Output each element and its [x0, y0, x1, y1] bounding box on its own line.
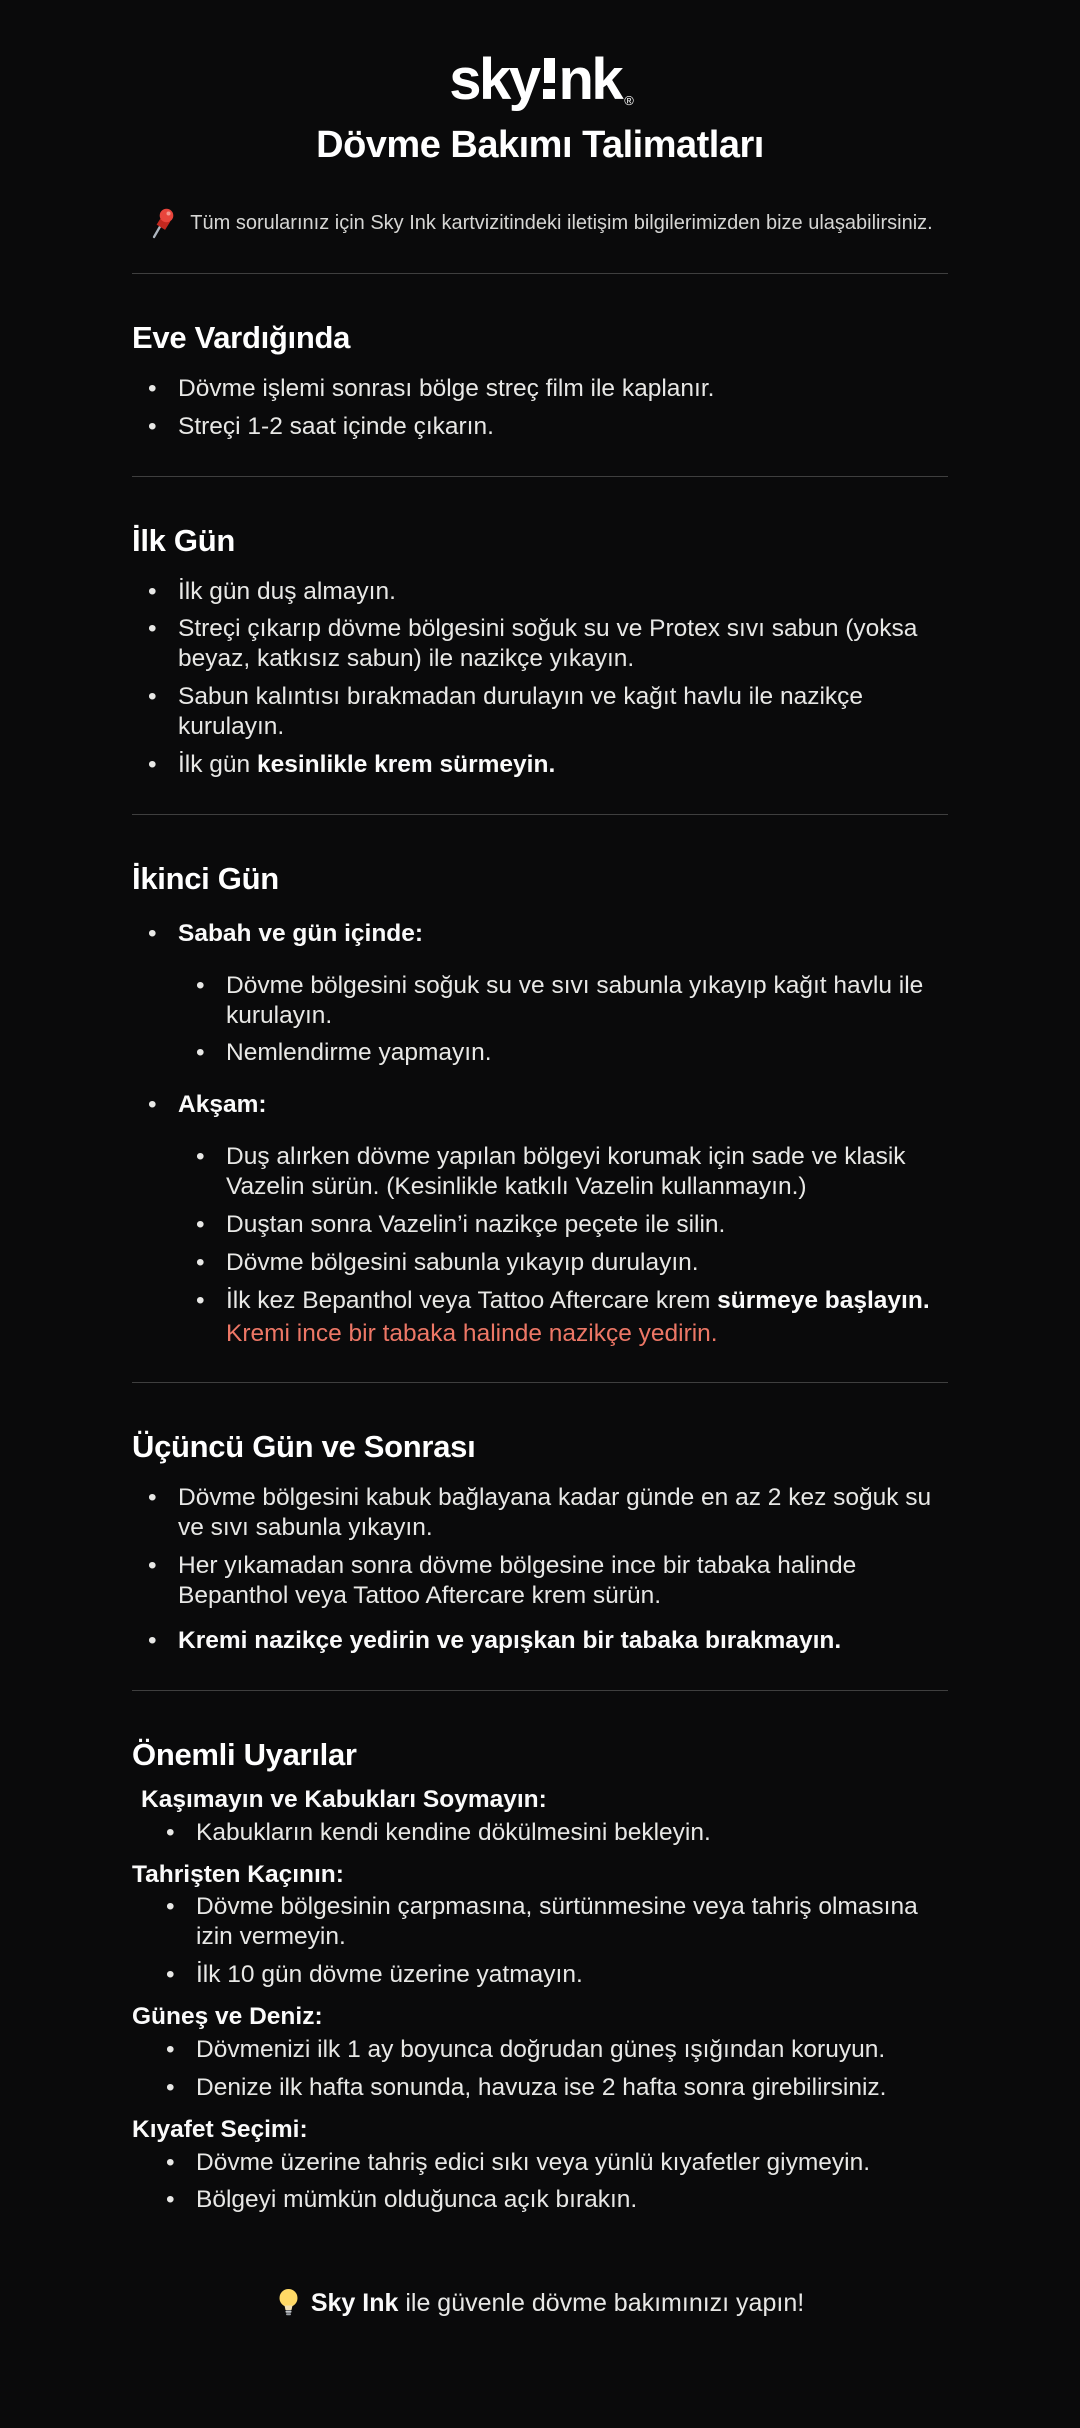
list-item: • Dövmenizi ilk 1 ay boyunca doğrudan güneş ışığından koruyun. [166, 2035, 886, 2063]
sub-bullet-list [132, 1142, 948, 1348]
list-item: • Streçi 1-2 saat içinde çıkarın. [148, 412, 494, 440]
section-heading: Üçüncü Gün ve Sonrası [132, 1429, 476, 1465]
list-item: • Dövme bölgesinin çarpmasına, sürtünmesine veya tahriş olmasına izin vermeyin. [166, 1893, 918, 1951]
pushpin-icon [147, 207, 177, 239]
logo-inverted-i [544, 58, 555, 99]
warning-group-label: Tahrişten Kaçının: [132, 1860, 344, 1888]
logo-text-nk: nk [558, 47, 622, 112]
bullet-list [132, 1090, 948, 1120]
list-item-group-label: • Sabah ve gün içinde: [148, 919, 424, 947]
list-item: • Dövme bölgesini kabuk bağlayana kadar günde en az 2 kez soğuk su ve sıvı sabunla yıkayın. [148, 1484, 932, 1542]
bullet-list [132, 374, 948, 442]
warning-group [132, 1860, 948, 1991]
list-item: • İlk 10 gün dövme üzerine yatmayın. [166, 1961, 583, 1989]
bullet-list [132, 1818, 948, 1848]
page-title: Dövme Bakımı Talimatları [316, 123, 764, 166]
list-item: • Bölgeyi mümkün olduğunca açık bırakın. [166, 2186, 638, 2214]
skyink-logo [449, 47, 634, 112]
divider [132, 814, 948, 815]
section-heading: İlk Gün [132, 522, 235, 558]
bullet-list [132, 577, 948, 780]
section-onemli-uyarilar [132, 1737, 948, 2216]
document-header [132, 0, 948, 239]
list-item: • Duş alırken dövme yapılan bölgeyi korumak için sade ve klasik Vazelin sürün. (Kesinlikle katkılı Vazelin kullanmayın.) [196, 1143, 906, 1201]
warning-group-label: Kıyafet Seçimi: [132, 2115, 308, 2143]
bullet-list [132, 919, 948, 949]
warning-group [132, 2002, 948, 2103]
list-item: • İlk gün kesinlikle krem sürmeyin. [148, 750, 556, 778]
emphasis-text: sürmeye başlayın. [717, 1286, 930, 1314]
warning-red-text: Kremi ince bir tabaka halinde nazikçe yedirin. [226, 1319, 718, 1347]
section-heading: Önemli Uyarılar [132, 1736, 357, 1772]
emphasis-text: Kremi nazikçe yedirin ve yapışkan bir tabaka bırakmayın. [178, 1626, 842, 1654]
bullet-list [132, 1892, 948, 1990]
list-item: • Nemlendirme yapmayın. [196, 1039, 492, 1067]
contact-note [132, 209, 948, 239]
list-item: • Dövme bölgesini soğuk su ve sıvı sabunla yıkayıp kağıt havlu ile kurulayın. [196, 971, 924, 1029]
bullet-list [132, 1483, 948, 1655]
registered-trademark: ® [624, 93, 634, 108]
warning-group-label: Kaşımayın ve Kabukları Soymayın: [141, 1785, 547, 1813]
logo-text-sky: sky [449, 47, 539, 112]
divider [132, 1690, 948, 1691]
section-eve-vardiginda [132, 320, 948, 442]
divider [132, 1382, 948, 1383]
list-item-group-label: • Akşam: [148, 1091, 267, 1119]
footer [132, 2289, 948, 2318]
list-item: • Dövme işlemi sonrası bölge streç film ile kaplanır. [148, 374, 715, 402]
footer-brand: Sky Ink [310, 2289, 399, 2318]
warning-group [132, 1785, 948, 1848]
section-ikinci-gun [132, 861, 948, 1349]
section-ucuncu-gun [132, 1429, 948, 1655]
list-item: • Dövme üzerine tahriş edici sıkı veya yünlü kıyafetler giymeyin. [166, 2148, 871, 2176]
list-item: • Kremi nazikçe yedirin ve yapışkan bir tabaka bırakmayın. [148, 1626, 842, 1654]
contact-note-text: Tüm sorularınız için Sky Ink kartvizitindeki iletişim bilgilerimizden bize ulaşabilirsiniz. [190, 211, 933, 234]
section-ilk-gun [132, 523, 948, 780]
divider [132, 273, 948, 274]
bullet-list [132, 2035, 948, 2103]
footer-text: Sky Ink ile güvenle dövme bakımınızı yapın! [310, 2289, 805, 2318]
section-heading: İkinci Gün [132, 860, 279, 896]
divider [132, 476, 948, 477]
warning-group [132, 2115, 948, 2216]
warning-group-label: Güneş ve Deniz: [132, 2003, 323, 2031]
list-item: • İlk gün duş almayın. [148, 577, 396, 605]
bulb-icon [276, 2287, 301, 2317]
list-item: • Her yıkamadan sonra dövme bölgesine ince bir tabaka halinde Bepanthol veya Tattoo Aftercare krem sürün. [148, 1552, 857, 1610]
emphasis-text: kesinlikle krem sürmeyin. [257, 750, 556, 778]
list-item: • Duştan sonra Vazelin’i nazikçe peçete ile silin. [196, 1210, 726, 1238]
list-item: • Streçi çıkarıp dövme bölgesini soğuk su ve Protex sıvı sabun (yoksa beyaz, katkısız sabun) ile nazikçe yıkayın. [148, 615, 918, 673]
list-item: • Kabukların kendi kendine dökülmesini bekleyin. [166, 1818, 711, 1846]
list-item: • İlk kez Bepanthol veya Tattoo Aftercare krem sürmeye başlayın. Kremi ince bir tabaka halinde nazikçe yedirin. [196, 1286, 948, 1349]
sub-bullet-list [132, 971, 948, 1069]
list-item: • Denize ilk hafta sonunda, havuza ise 2 hafta sonra girebilirsiniz. [166, 2073, 887, 2101]
list-item: • Sabun kalıntısı bırakmadan durulayın ve kağıt havlu ile nazikçe kurulayın. [148, 683, 864, 741]
section-heading: Eve Vardığında [132, 319, 351, 355]
bullet-list [132, 2148, 948, 2216]
list-item: • Dövme bölgesini sabunla yıkayıp durulayın. [196, 1248, 699, 1276]
